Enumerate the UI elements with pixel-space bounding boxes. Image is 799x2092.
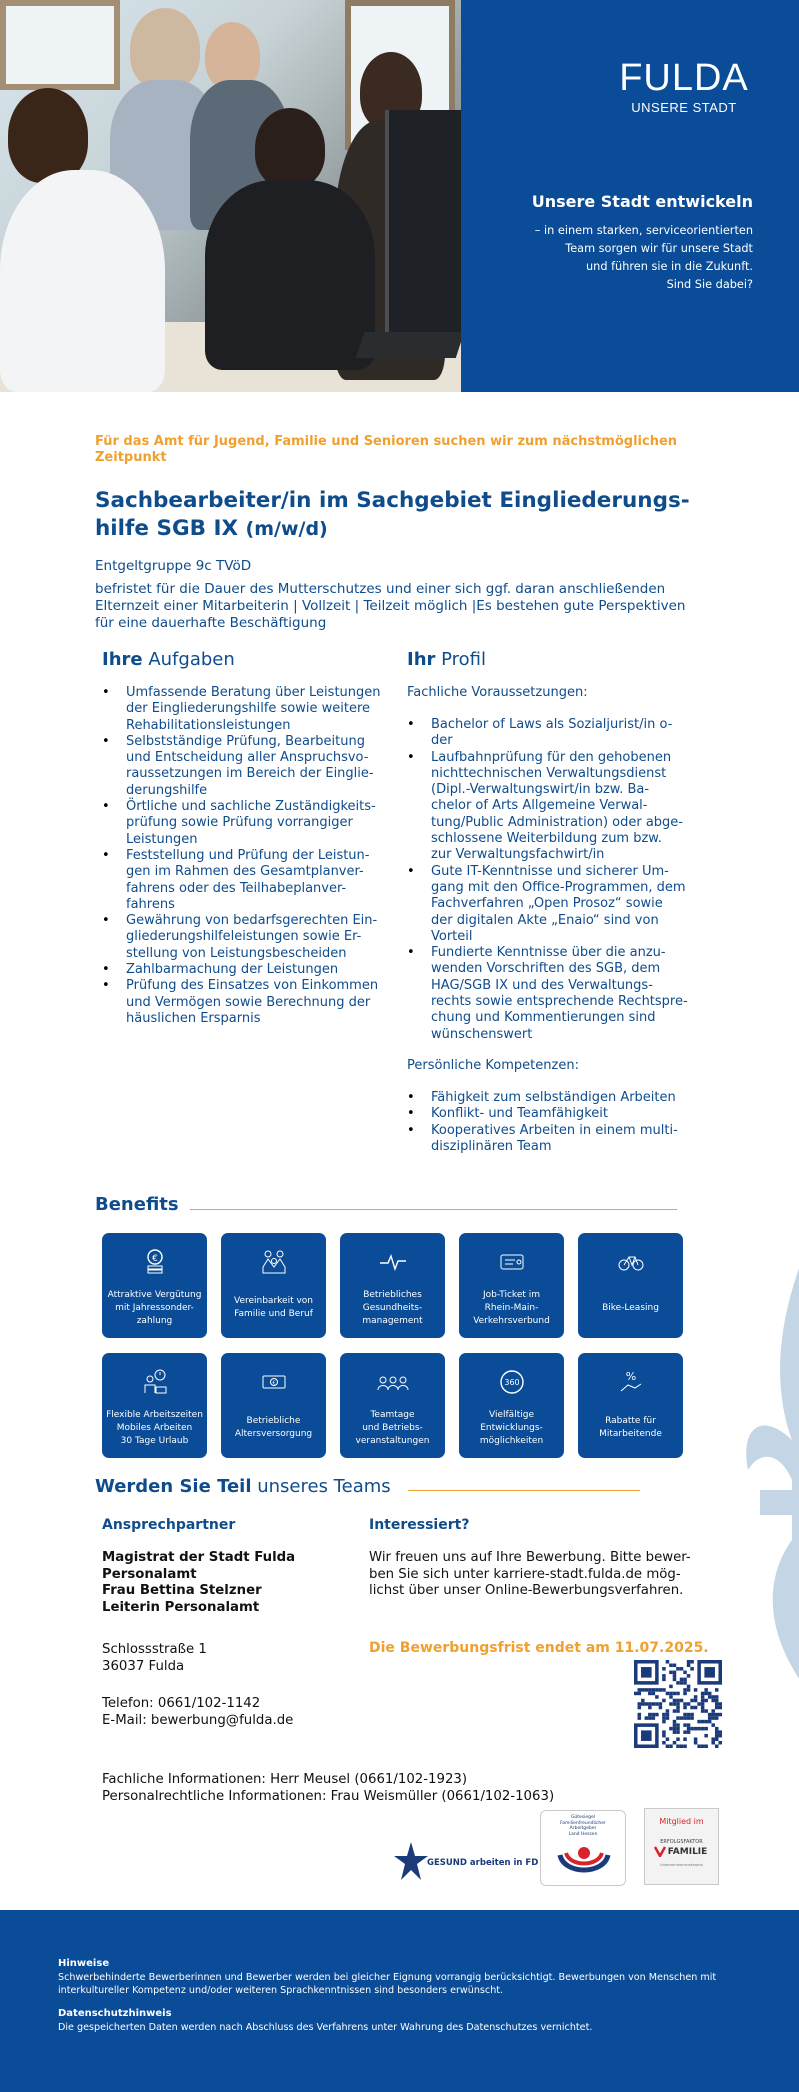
benefit-label-line: Gesundheits- xyxy=(362,1302,423,1313)
logo-wordmark: FULDA xyxy=(619,57,749,99)
fleur-de-lis-watermark xyxy=(740,1240,799,1720)
list-item-line: • Prüfung des Einsatzes von Einkommen xyxy=(126,978,379,994)
contact-email[interactable]: E-Mail: bewerbung@fulda.de xyxy=(102,1713,294,1728)
fulda-logo xyxy=(614,58,754,115)
qr-code[interactable] xyxy=(634,1660,722,1748)
benefits-divider xyxy=(190,1209,677,1210)
benefits-heading: Benefits xyxy=(95,1194,179,1215)
benefit-label xyxy=(106,1403,203,1453)
employment-terms xyxy=(95,581,725,632)
list-item-line: und Vermögen sowie Berechnung der xyxy=(126,994,371,1010)
benefit-label-line: und Betriebs- xyxy=(362,1422,423,1433)
family-friendly-employer-seal: Gütesiegel Familienfreundlicher Arbeitgeber Land Hessen xyxy=(540,1810,626,1886)
list-item-line: • Laufbahnprüfung für den gehobenen xyxy=(431,749,672,765)
info-professional: Fachliche Informationen: Herr Meusel (0661/102-1923) xyxy=(102,1772,468,1787)
benefit-label xyxy=(106,1283,203,1333)
heartbeat-icon xyxy=(340,1247,445,1277)
notes-heading: Hinweise xyxy=(58,1958,110,1969)
list-item-line: • Fähigkeit zum selbständigen Arbeiten xyxy=(431,1090,676,1105)
personal-skills-list xyxy=(407,1090,727,1155)
benefit-tile xyxy=(578,1353,683,1458)
benefit-label-line: Betriebliches xyxy=(363,1289,422,1300)
list-item-line: der xyxy=(431,733,453,749)
list-item-line: • Bachelor of Laws als Sozialjurist/in o- xyxy=(431,717,673,732)
list-item-line: • Feststellung und Prüfung der Leistun- xyxy=(126,847,370,863)
benefit-label-line: möglichkeiten xyxy=(479,1435,544,1446)
terms-line: für eine dauerhafte Beschäftigung xyxy=(95,615,327,631)
ticket-icon xyxy=(459,1247,564,1277)
logo-tagline: UNSERE STADT xyxy=(631,100,737,115)
star-figure-icon xyxy=(393,1840,429,1884)
benefit-tile xyxy=(459,1353,564,1458)
list-item xyxy=(102,799,402,848)
benefit-label-line: Rhein-Main- xyxy=(484,1302,539,1313)
list-item-line: • Fundierte Kenntnisse über die anzu- xyxy=(431,945,666,961)
benefit-label-line: Job-Ticket im xyxy=(482,1289,541,1300)
hero-text xyxy=(493,222,753,294)
list-item xyxy=(407,750,727,864)
team-divider xyxy=(408,1490,640,1491)
list-item-line: (Dipl.-Verwaltungswirt/in bzw. Ba- xyxy=(431,782,650,798)
benefit-tile xyxy=(459,1233,564,1338)
list-item xyxy=(407,864,727,945)
contact-heading: Ansprechpartner xyxy=(102,1517,236,1533)
benefit-label-line: Mobiles Arbeiten xyxy=(116,1422,193,1433)
team-heading: Werden Sie Teil unseres Teams xyxy=(95,1476,391,1497)
flexible-work-icon xyxy=(102,1367,207,1397)
family-seal-icon xyxy=(554,1839,614,1879)
list-item-line: • Zahlbarmachung der Leistungen xyxy=(126,962,339,978)
list-item xyxy=(407,1123,727,1156)
pay-grade: Entgeltgruppe 9c TVöD xyxy=(95,558,252,574)
list-item-line: Rehabilitationsleistungen xyxy=(126,717,291,733)
terms-line: befristet für die Dauer des Mutterschutzes und einer sich ggf. daran anschließenden xyxy=(95,581,666,597)
list-item-line: Leistungen xyxy=(126,831,198,847)
benefit-label-line: Betriebliche xyxy=(246,1416,301,1426)
footer xyxy=(0,1910,799,2092)
benefit-label xyxy=(344,1283,441,1333)
benefit-label-line: veranstaltungen xyxy=(355,1435,430,1446)
terms-line: Elternzeit einer Mitarbeiterin | Vollzeit | Teilzeit möglich |Es bestehen gute Perspektiven xyxy=(95,598,686,614)
benefit-label xyxy=(225,1403,322,1453)
benefit-label-line: Vereinbarkeit von xyxy=(233,1296,314,1306)
team-icon xyxy=(340,1367,445,1397)
benefit-label xyxy=(582,1283,679,1333)
benefit-label xyxy=(225,1283,322,1333)
interest-text: Wir freuen uns auf Ihre Bewerbung. Bitte bewer- ben Sie sich unter karriere-stadt.fulda.de mög- lichst über unser Online-Bewerbungsverfahren. xyxy=(369,1550,691,1598)
professional-requirements-label: Fachliche Voraussetzungen: xyxy=(407,685,588,700)
pension-icon xyxy=(221,1367,326,1397)
svg-text:%: % xyxy=(625,1370,636,1383)
benefit-label xyxy=(344,1403,441,1453)
list-item-line: raussetzungen im Bereich der Einglie- xyxy=(126,766,374,782)
list-item-line: und Entscheidung aller Anspruchsvo- xyxy=(126,750,369,766)
list-item-line: wünschenswert xyxy=(431,1026,533,1042)
list-item xyxy=(102,848,402,913)
list-item-line: chelor of Arts Allgemeine Verwal- xyxy=(431,798,648,814)
family-icon xyxy=(221,1247,326,1277)
list-item-line: gliederungshilfeleistungen sowie Er- xyxy=(126,929,362,945)
privacy-heading: Datenschutzhinweis xyxy=(58,2008,172,2019)
benefit-label xyxy=(463,1283,560,1333)
application-deadline: Die Bewerbungsfrist endet am 11.07.2025. xyxy=(369,1640,709,1656)
job-title-line: Sachbearbeiter/in im Sachgebiet Eingliederungs- xyxy=(95,488,690,513)
list-item-line: fahrens oder des Teilhabeplanver- xyxy=(126,880,347,896)
benefit-tile xyxy=(102,1233,207,1338)
svg-text:360: 360 xyxy=(503,1378,520,1387)
list-item-line: • Selbstständige Prüfung, Bearbeitung xyxy=(126,733,365,749)
list-item-line: chung und Kommentierungen sind xyxy=(431,1010,656,1026)
erfolgsfaktor-familie-badge: Mitglied im ERFOLGSFAKTOR FAMILIE Unternehmensnetzwerk xyxy=(644,1808,719,1885)
benefit-label-line: Mitarbeitende xyxy=(599,1429,662,1439)
bicycle-icon xyxy=(578,1247,683,1277)
euro-coins-icon xyxy=(102,1247,207,1277)
erfolgsfaktor-mark-icon xyxy=(654,1845,666,1857)
list-item-line: • Konflikt- und Teamfähigkeit xyxy=(431,1106,608,1122)
job-title-gender: (m/w/d) xyxy=(245,518,328,540)
list-item-line: schlossene Weiterbildung zum bzw. xyxy=(431,831,662,847)
job-title xyxy=(95,487,715,543)
info-personnel: Personalrechtliche Informationen: Frau Weismüller (0661/102-1063) xyxy=(102,1789,555,1804)
list-item-line: tung/Public Administration) oder abge- xyxy=(431,814,683,830)
list-item-line: gen im Rahmen des Gesamtplanver- xyxy=(126,864,364,880)
360-icon xyxy=(459,1367,564,1397)
list-item xyxy=(102,978,402,1027)
list-item-line: der Eingliederungshilfe sowie weitere xyxy=(126,701,371,717)
list-item xyxy=(407,1106,727,1122)
professional-requirements-list xyxy=(407,717,727,1043)
list-item xyxy=(102,734,402,799)
benefit-label-line: Attraktive Vergütung xyxy=(107,1289,202,1300)
benefit-tile xyxy=(221,1233,326,1338)
list-item-line: • Gewährung von bedarfsgerechten Ein- xyxy=(126,913,378,929)
list-item-line: Vorteil xyxy=(431,928,473,944)
list-item-line: häuslichen Ersparnis xyxy=(126,1010,261,1026)
intro-text: Für das Amt für Jugend, Familie und Senioren suchen wir zum nächstmöglichen Zeitpunkt xyxy=(95,434,678,465)
contact-address: Schlossstraße 1 36037 Fulda xyxy=(102,1642,207,1674)
list-item-line: • Örtliche und sachliche Zuständigkeits- xyxy=(126,799,376,815)
benefit-label-line: Bike-Leasing xyxy=(602,1302,659,1313)
list-item-line: • Umfassende Beratung über Leistungen xyxy=(126,685,381,700)
benefit-label-line: Flexible Arbeitszeiten xyxy=(106,1409,203,1420)
hero-banner xyxy=(0,0,799,392)
contact-person: Magistrat der Stadt Fulda Personalamt Frau Bettina Stelzner Leiterin Personalamt xyxy=(102,1550,296,1615)
list-item-line: • Gute IT-Kenntnisse und sicherer Um- xyxy=(431,863,669,879)
job-title-line: hilfe SGB IX xyxy=(95,516,246,541)
benefit-label xyxy=(582,1403,679,1453)
list-item-line: • Kooperatives Arbeiten in einem multi- xyxy=(431,1122,678,1138)
list-item-line: der digitalen Akte „Enaio“ sind von xyxy=(431,912,659,928)
list-item xyxy=(407,1090,727,1106)
list-item-line: derungshilfe xyxy=(126,782,208,798)
list-item xyxy=(407,945,727,1043)
profile-heading: Ihr Profil xyxy=(407,649,487,670)
benefit-label-line: mit Jahressonder- xyxy=(115,1302,194,1313)
svg-text:€: € xyxy=(271,1380,276,1387)
list-item-line: stellung von Leistungsbescheiden xyxy=(126,945,347,961)
benefit-tile xyxy=(340,1233,445,1338)
list-item xyxy=(407,717,727,750)
notes-text: Schwerbehinderte Bewerberinnen und Bewerber werden bei gleicher Eignung vorrangig berücksichtigt. Bewerbungen von Menschen mit interkultureller Kompetenz und/oder weiteren Sprachkenntnissen sind besonders erwünscht. xyxy=(58,1972,717,1996)
hero-text-line: Team sorgen wir für unsere Stadt xyxy=(565,242,753,255)
tasks-heading: Ihre Aufgaben xyxy=(102,649,235,670)
privacy-text: Die gespeicherten Daten werden nach Abschluss des Verfahrens unter Wahrung des Datenschutzes vernichtet. xyxy=(58,2022,593,2033)
personal-skills-label: Persönliche Kompetenzen: xyxy=(407,1058,579,1073)
benefit-tile xyxy=(102,1353,207,1458)
gesund-arbeiten-badge xyxy=(393,1840,539,1884)
svg-text:€: € xyxy=(151,1254,158,1264)
interest-heading: Interessiert? xyxy=(369,1517,470,1533)
list-item-line: gang mit den Office-Programmen, dem xyxy=(431,879,686,895)
benefit-tile xyxy=(221,1353,326,1458)
list-item xyxy=(102,685,402,734)
list-item xyxy=(102,913,402,962)
hero-text-line: und führen sie in die Zukunft. xyxy=(586,260,753,273)
benefit-label-line: Teamtage xyxy=(370,1409,415,1420)
list-item-line: HAG/SGB IX und des Verwaltungs- xyxy=(431,977,653,993)
list-item-line: zur Verwaltungsfachwirt/in xyxy=(431,847,605,863)
tasks-list xyxy=(102,685,402,1027)
benefit-label-line: Rabatte für xyxy=(605,1416,656,1426)
benefit-label-line: Verkehrsverbund xyxy=(473,1315,550,1326)
benefit-label-line: Vielfältige xyxy=(489,1409,534,1420)
list-item-line: Fachverfahren „Open Prosoz“ sowie xyxy=(431,896,663,912)
list-item-line: wenden Vorschriften des SGB, dem xyxy=(431,961,661,977)
list-item-line: rechts sowie entsprechende Rechtspre- xyxy=(431,994,688,1010)
benefit-label-line: 30 Tage Urlaub xyxy=(120,1435,189,1446)
benefit-label-line: management xyxy=(362,1315,423,1326)
benefit-label-line: Altersversorgung xyxy=(234,1429,313,1439)
list-item-line: prüfung sowie Prüfung vorrangiger xyxy=(126,815,353,831)
benefit-label xyxy=(463,1403,560,1453)
benefit-tile xyxy=(340,1353,445,1458)
hero-text-line: – in einem starken, serviceorientierten xyxy=(534,224,753,237)
list-item-line: nichttechnischen Verwaltungsdienst xyxy=(431,765,667,781)
list-item-line: disziplinären Team xyxy=(431,1138,552,1154)
percent-icon xyxy=(578,1367,683,1397)
hero-headline: Unsere Stadt entwickeln xyxy=(531,192,753,211)
list-item xyxy=(102,962,402,978)
contact-phone: Telefon: 0661/102-1142 xyxy=(102,1696,261,1711)
team-photo xyxy=(0,0,461,392)
list-item-line: fahrens xyxy=(126,896,175,912)
benefit-label-line: zahlung xyxy=(136,1315,173,1326)
benefit-tile xyxy=(578,1233,683,1338)
benefit-label-line: Familie und Beruf xyxy=(234,1309,313,1319)
hero-text-line: Sind Sie dabei? xyxy=(666,278,753,291)
benefit-label-line: Entwicklungs- xyxy=(480,1422,543,1433)
gesund-badge-text: GESUND arbeiten in FD xyxy=(427,1858,539,1868)
